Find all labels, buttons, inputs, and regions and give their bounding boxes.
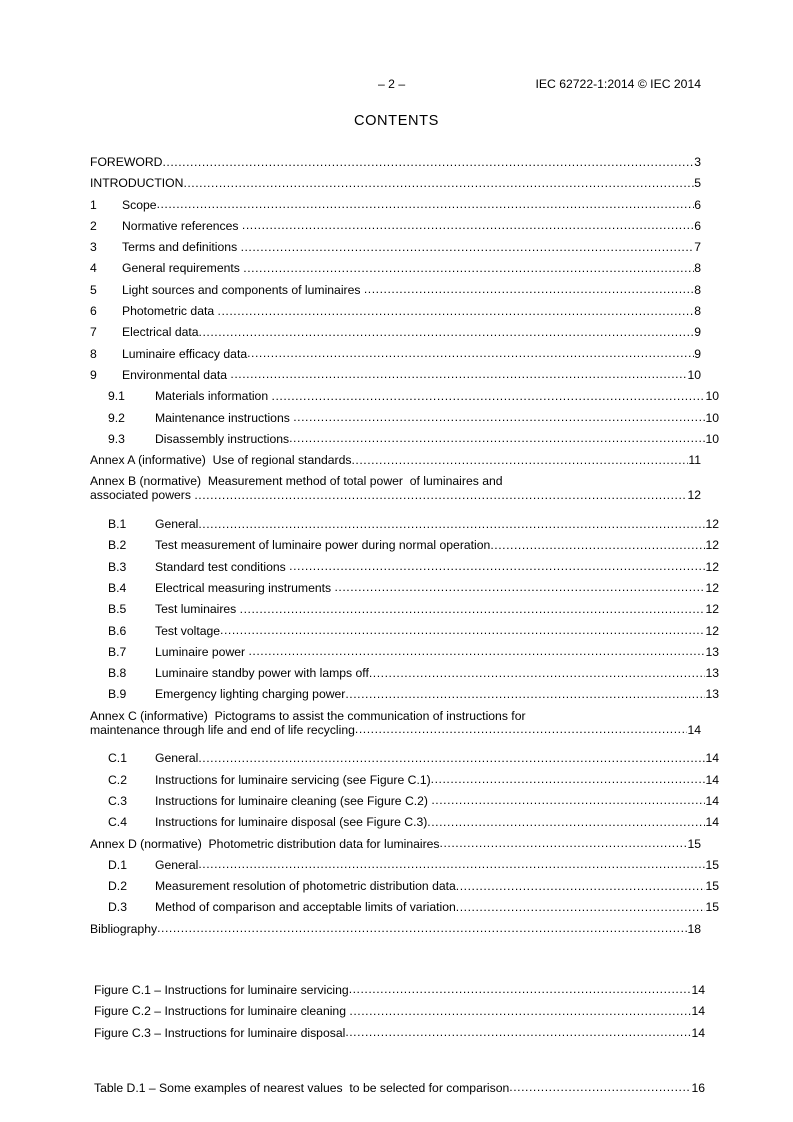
toc-entry-label: General — [155, 857, 199, 872]
toc-entry-label: Annex C (informative) Pictograms to assist the communication of instructions for — [90, 708, 526, 723]
toc-entry[interactable] — [90, 666, 719, 687]
toc-page-number: 14 — [705, 793, 719, 808]
leader-dots — [198, 751, 705, 765]
leader-dots — [183, 176, 693, 190]
leader-dots — [369, 666, 705, 680]
toc-entry-label: Terms and definitions — [122, 240, 241, 255]
figure-list-entry[interactable] — [90, 1004, 705, 1025]
toc-page-number: 12 — [705, 538, 719, 553]
toc-entry-number: B.7 — [108, 644, 127, 659]
toc-entry-label: Standard test conditions — [155, 559, 290, 574]
toc-entry-number: 9.2 — [108, 410, 125, 425]
toc-entry[interactable] — [90, 474, 701, 517]
toc-entry[interactable] — [90, 198, 701, 219]
toc-entry-number: C.2 — [108, 772, 127, 787]
leader-dots — [352, 453, 688, 467]
toc-page-number: 5 — [694, 176, 701, 191]
toc-entry-label-continued: maintenance through life and end of life recycling — [90, 722, 355, 737]
toc-entry[interactable] — [90, 325, 701, 346]
table-of-contents — [90, 155, 719, 1102]
toc-entry[interactable] — [90, 389, 719, 410]
header-document-reference: IEC 62722-1:2014 © IEC 2014 — [535, 77, 701, 91]
toc-entry-label: Electrical measuring instruments — [155, 580, 335, 595]
toc-entry[interactable] — [90, 219, 701, 240]
leader-dots — [345, 1026, 691, 1040]
toc-page-number: 9 — [694, 325, 701, 340]
leader-dots — [456, 879, 705, 893]
toc-page-number: 12 — [705, 559, 719, 574]
toc-page-number: 8 — [694, 261, 701, 276]
toc-page-number: 13 — [705, 644, 719, 659]
toc-entry-number: C.4 — [108, 815, 127, 830]
toc-page-number: 14 — [691, 982, 705, 997]
toc-entry-label: Annex A (informative) Use of regional standards — [90, 453, 352, 468]
toc-page-number: 14 — [705, 772, 719, 787]
toc-entry[interactable] — [90, 304, 701, 325]
toc-page-number: 3 — [694, 155, 701, 169]
toc-entry-label: Emergency lighting charging power — [155, 687, 346, 702]
toc-entry-label: Light sources and components of luminaires — [122, 282, 364, 297]
toc-entry[interactable] — [90, 517, 719, 538]
toc-page-number: 12 — [705, 602, 719, 617]
toc-entry[interactable] — [90, 624, 719, 645]
section-spacer — [90, 943, 701, 983]
toc-entry[interactable] — [90, 879, 719, 900]
toc-entry-number: 2 — [90, 218, 97, 233]
toc-entry[interactable] — [90, 368, 701, 389]
toc-page-number: 8 — [694, 282, 701, 297]
toc-page-number: 6 — [694, 218, 701, 233]
leader-dots — [248, 645, 704, 659]
leader-dots — [199, 325, 694, 339]
toc-entry-label: Instructions for luminaire servicing (see Figure C.1) — [155, 772, 431, 787]
toc-entry[interactable] — [90, 751, 719, 772]
toc-entry-label-continued: associated powers — [90, 488, 195, 503]
toc-page-number: 14 — [691, 1025, 705, 1040]
toc-entry-label: Test voltage — [155, 623, 221, 638]
toc-entry-number: 1 — [90, 197, 97, 212]
toc-page-number: 15 — [687, 836, 701, 851]
toc-entry[interactable] — [90, 900, 719, 921]
toc-entry-label: Annex D (normative) Photometric distribution data for luminaires — [90, 836, 440, 851]
toc-entry-label: Luminaire power — [155, 644, 249, 659]
toc-page-number: 14 — [705, 815, 719, 830]
toc-entry-number: 9.3 — [108, 431, 125, 446]
toc-page-number: 16 — [691, 1080, 705, 1095]
toc-entry-number: 8 — [90, 346, 97, 361]
leader-dots — [218, 304, 694, 318]
toc-entry-number: 9.1 — [108, 389, 125, 404]
leader-dots — [456, 900, 705, 914]
toc-entry-label: Test measurement of luminaire power during normal operation — [155, 538, 491, 553]
leader-dots — [198, 858, 705, 872]
toc-entry[interactable] — [90, 261, 701, 282]
figure-entry-label: Figure C.3 – Instructions for luminaire disposal — [94, 1025, 346, 1040]
leader-dots — [345, 687, 705, 701]
leader-dots — [509, 1081, 691, 1095]
toc-page-number: 13 — [705, 687, 719, 702]
toc-entry-number: B.8 — [108, 666, 127, 681]
leader-dots — [243, 261, 693, 275]
leader-dots — [220, 624, 705, 638]
running-header — [90, 76, 701, 92]
toc-page-number: 10 — [705, 389, 719, 404]
toc-entry-number: B.6 — [108, 623, 127, 638]
leader-dots — [289, 432, 705, 446]
toc-entry-label: Electrical data — [122, 325, 199, 340]
toc-entry[interactable] — [90, 283, 701, 304]
toc-entry[interactable] — [90, 922, 701, 943]
toc-entry-number: C.3 — [108, 793, 127, 808]
toc-entry-number: D.2 — [108, 879, 127, 894]
toc-page-number: 18 — [687, 921, 701, 936]
toc-entry-label: Annex B (normative) Measurement method of total power of luminaires and — [90, 474, 503, 489]
toc-page-number: 15 — [705, 900, 719, 915]
toc-entry[interactable] — [90, 794, 719, 815]
leader-dots — [157, 198, 694, 212]
toc-entry-label: General — [155, 517, 199, 532]
toc-entry[interactable] — [90, 538, 719, 559]
toc-entry[interactable] — [90, 858, 719, 879]
leader-dots — [240, 602, 705, 616]
leader-dots — [241, 240, 694, 254]
toc-entry-label: Scope — [122, 197, 157, 212]
toc-page-number: 8 — [694, 304, 701, 319]
toc-page-number: 14 — [691, 1004, 705, 1019]
toc-page-number: 12 — [687, 488, 701, 503]
toc-entry-label: Materials information — [155, 389, 272, 404]
toc-entry-label: Luminaire standby power with lamps off — [155, 666, 369, 681]
toc-page-number: 7 — [694, 240, 701, 255]
toc-page-number: 11 — [688, 453, 701, 468]
leader-dots — [272, 389, 705, 403]
toc-entry[interactable] — [90, 560, 719, 581]
leader-dots — [162, 155, 693, 169]
toc-page-number: 12 — [705, 517, 719, 532]
leader-dots — [230, 368, 687, 382]
leader-dots — [440, 837, 687, 851]
toc-entry[interactable] — [90, 687, 719, 708]
toc-entry-number: D.3 — [108, 900, 127, 915]
toc-entry-label: Measurement resolution of photometric distribution data — [155, 879, 456, 894]
toc-page-number: 9 — [694, 346, 701, 361]
toc-entry[interactable] — [90, 815, 719, 836]
toc-page-number: 10 — [705, 431, 719, 446]
toc-entry-label: Test luminaires — [155, 602, 240, 617]
toc-entry-number: 9 — [90, 367, 97, 382]
toc-page-number: 10 — [687, 367, 701, 382]
leader-dots — [349, 1004, 691, 1018]
toc-entry[interactable] — [90, 176, 701, 197]
toc-entry-number: B.4 — [108, 580, 127, 595]
leader-dots — [157, 922, 687, 936]
toc-entry-number: B.1 — [108, 517, 127, 532]
toc-entry-label: Instructions for luminaire cleaning (see Figure C.2) — [155, 793, 432, 808]
leader-dots — [355, 722, 687, 736]
toc-entry[interactable] — [90, 645, 719, 666]
toc-entry-number: 4 — [90, 261, 97, 276]
toc-page-number: 6 — [694, 197, 701, 212]
leader-dots — [364, 283, 694, 297]
leader-dots — [289, 560, 705, 574]
toc-entry-label: INTRODUCTION — [90, 176, 184, 191]
toc-entry[interactable] — [90, 709, 701, 752]
toc-entry-wrapped-line — [90, 488, 701, 509]
leader-dots — [427, 815, 705, 829]
figure-entry-label: Figure C.1 – Instructions for luminaire servicing — [94, 982, 349, 997]
toc-entry-label: General requirements — [122, 261, 244, 276]
figure-entry-label: Figure C.2 – Instructions for luminaire cleaning — [94, 1004, 350, 1019]
toc-entry-label: Normative references — [122, 218, 242, 233]
toc-entry[interactable] — [90, 411, 719, 432]
toc-entry-number: 6 — [90, 304, 97, 319]
leader-dots — [194, 488, 687, 502]
toc-entry-number: 7 — [90, 325, 97, 340]
toc-entry-label: Instructions for luminaire disposal (see Figure C.3) — [155, 815, 428, 830]
toc-entry[interactable] — [90, 347, 701, 368]
toc-entry-label: Bibliography — [90, 921, 158, 936]
toc-entry-number: C.1 — [108, 751, 127, 766]
toc-entry-number: 3 — [90, 240, 97, 255]
toc-entry-label: General — [155, 751, 199, 766]
toc-page-number: 15 — [705, 857, 719, 872]
toc-entry-label: Environmental data — [122, 367, 231, 382]
toc-entry-number: D.1 — [108, 857, 127, 872]
toc-entry-number: B.2 — [108, 538, 127, 553]
leader-dots — [431, 773, 705, 787]
toc-entry[interactable] — [90, 581, 719, 602]
toc-entry[interactable] — [90, 773, 719, 794]
leader-dots — [242, 219, 694, 233]
toc-entry-label: Method of comparison and acceptable limits of variation — [155, 900, 456, 915]
toc-page-number: 10 — [705, 410, 719, 425]
leader-dots — [335, 581, 705, 595]
toc-entry-wrapped-line — [90, 723, 701, 744]
leader-dots — [198, 517, 705, 531]
toc-page-number: 14 — [705, 751, 719, 766]
figure-list-entry[interactable] — [90, 1026, 705, 1047]
toc-entry-label: Photometric data — [122, 304, 218, 319]
section-spacer — [90, 1047, 701, 1081]
table-list-entry[interactable] — [90, 1081, 705, 1102]
header-page-marker: – 2 – — [378, 77, 406, 91]
page-title: CONTENTS — [353, 113, 440, 129]
toc-entry-number: B.5 — [108, 602, 127, 617]
toc-page-number: 13 — [705, 666, 719, 681]
toc-page-number: 15 — [705, 879, 719, 894]
toc-entry[interactable] — [90, 155, 701, 176]
leader-dots — [247, 347, 694, 361]
toc-entry[interactable] — [90, 240, 701, 261]
toc-page-number: 12 — [705, 580, 719, 595]
toc-entry[interactable] — [90, 432, 719, 453]
toc-entry-number: 5 — [90, 282, 97, 297]
toc-page-number: 14 — [687, 722, 701, 737]
toc-entry-label: Luminaire efficacy data — [122, 346, 248, 361]
toc-entry-label: FOREWORD — [90, 155, 163, 169]
leader-dots — [349, 983, 691, 997]
leader-dots — [431, 794, 705, 808]
table-entry-label: Table D.1 – Some examples of nearest values to be selected for comparison — [94, 1080, 510, 1095]
toc-entry-number: B.3 — [108, 559, 127, 574]
leader-dots — [490, 538, 705, 552]
toc-entry-label: Maintenance instructions — [155, 410, 294, 425]
toc-entry[interactable] — [90, 837, 701, 858]
figure-list-entry[interactable] — [90, 983, 705, 1004]
leader-dots — [293, 411, 705, 425]
toc-entry-label: Disassembly instructions — [155, 431, 290, 446]
toc-entry-number: B.9 — [108, 687, 127, 702]
toc-entry[interactable] — [90, 453, 701, 474]
toc-page-number: 12 — [705, 623, 719, 638]
toc-entry[interactable] — [90, 602, 719, 623]
